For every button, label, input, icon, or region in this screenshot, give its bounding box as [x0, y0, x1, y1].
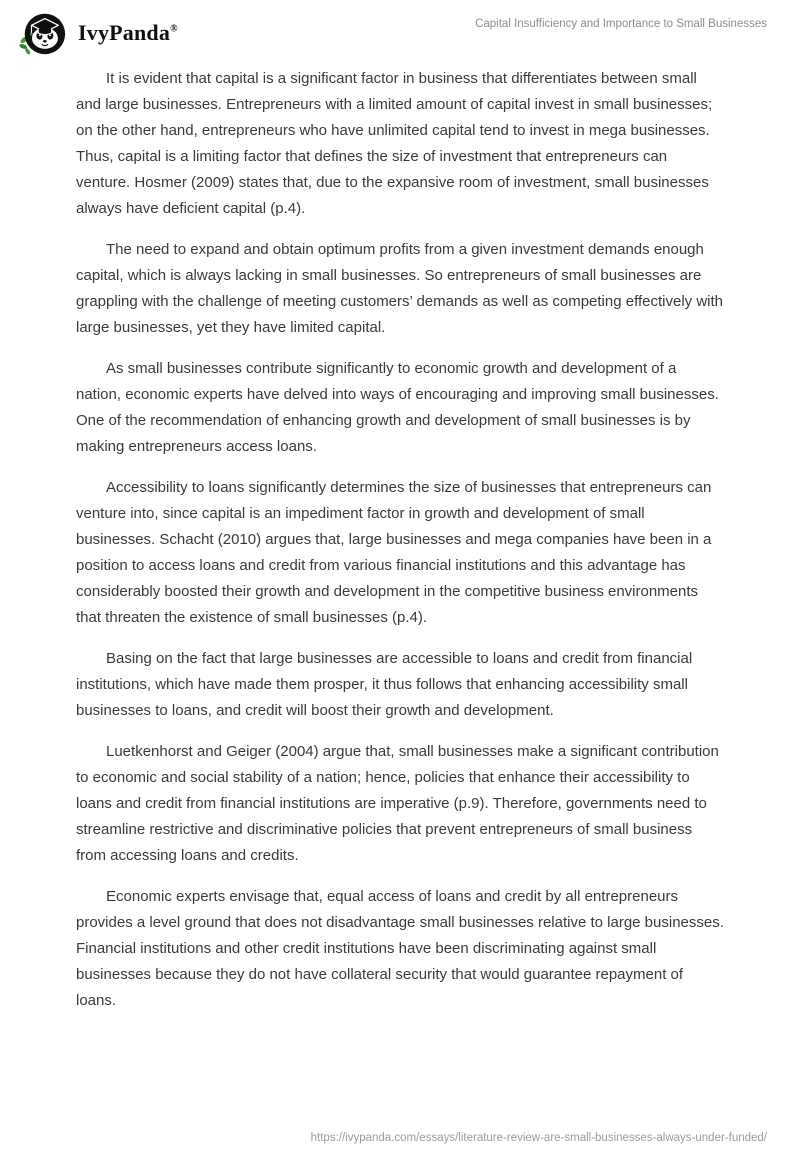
registered-mark: ® — [170, 23, 178, 35]
page-header — [0, 0, 800, 56]
paragraph: Accessibility to loans significantly determines the size of businesses that entrepreneurs can venture into, since capital is an impediment factor in growth and development of small businesses. Schacht (2010) argues that, large businesses and mega companies have been in a position to access loans and credit from various financial institutions and this advantage has considerably boosted their growth and development in the competitive business environments that threaten the existence of small businesses (p.4). — [76, 479, 712, 626]
document-title: Capital Insufficiency and Importance to Small Businesses — [475, 18, 767, 30]
paragraph: Luetkenhorst and Geiger (2004) argue that, small businesses make a significant contribution to economic and social stability of a nation; hence, policies that enhance their accessibility to loans and credit from financial institutions are imperative (p.9). Therefore, governments need to streamline restrictive and discriminative policies that prevent entrepreneurs of small business from accessing loans and credits. — [76, 743, 719, 864]
paragraph: Basing on the fact that large businesses are accessible to loans and credit from financial institutions, which have made them prosper, it thus follows that enhancing accessibility small businesses to loans, and credit will boost their growth and development. — [76, 650, 693, 719]
paragraph: The need to expand and obtain optimum profits from a given investment demands enough capital, which is always lacking in small businesses. So entrepreneurs of small businesses are grappling with the challenge of meeting customers’ demands as well as competing effectively with large businesses, yet they have limited capital. — [76, 241, 724, 336]
ivypanda-logo — [18, 8, 178, 58]
brand-name: IvyPanda® — [78, 19, 178, 45]
essay-content — [0, 56, 800, 1014]
source-url: https://ivypanda.com/essays/literature-review-are-small-businesses-always-under-funded/ — [310, 1132, 767, 1144]
ivypanda-panda-logo-icon — [18, 8, 68, 58]
paragraph: Economic experts envisage that, equal access of loans and credit by all entrepreneurs provides a level ground that does not disadvantage small businesses relative to large businesses. Financial institutions and other credit institutions have been discriminating against small businesses because they do not have collateral security that would guarantee repayment of loans. — [76, 888, 724, 1009]
paragraph: As small businesses contribute significantly to economic growth and development of a nation, economic experts have delved into ways of encouraging and improving small businesses. One of the recommendation of enhancing growth and development of small businesses is by making entrepreneurs access loans. — [76, 360, 719, 455]
paragraph: It is evident that capital is a significant factor in business that differentiates between small and large businesses. Entrepreneurs with a limited amount of capital invest in small businesses; on the other hand, entrepreneurs who have unlimited capital tend to invest in mega businesses. Thus, capital is a limiting factor that defines the size of investment that entrepreneurs can venture. Hosmer (2009) states that, due to the expansive room of investment, small businesses always have deficient capital (p.4). — [76, 70, 713, 217]
